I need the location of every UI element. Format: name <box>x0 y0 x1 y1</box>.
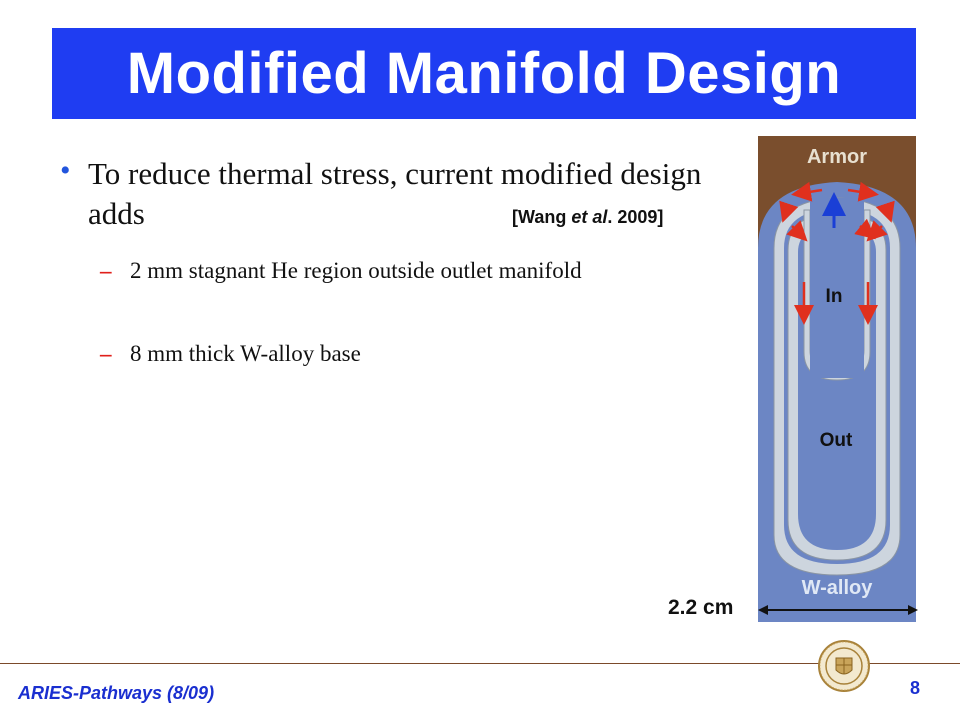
dash-marker: – <box>100 258 112 283</box>
citation-em: et al <box>571 207 608 227</box>
citation-pre: [Wang <box>512 207 572 227</box>
citation <box>512 207 663 228</box>
page-title: Modified Manifold Design <box>126 41 842 106</box>
page-number: 8 <box>910 678 921 698</box>
width-label: 2.2 cm <box>668 596 734 619</box>
armor-label: Armor <box>806 146 868 168</box>
bullet-marker: • <box>60 154 71 187</box>
manifold-diagram <box>752 130 924 630</box>
footer-title: ARIES-Pathways (8/09) <box>18 683 215 703</box>
bullet-text: To reduce thermal stress, current modified design adds <box>88 156 702 231</box>
sub-bullet-text: 8 mm thick W-alloy base <box>130 341 361 366</box>
university-seal-icon <box>816 638 872 694</box>
title-bar <box>52 28 916 119</box>
citation-post: . 2009] <box>607 207 664 227</box>
sub-bullet-text: 2 mm stagnant He region outside outlet manifold <box>130 258 582 283</box>
walloy-label: W-alloy <box>801 577 873 599</box>
out-label: Out <box>819 430 853 451</box>
dash-marker: – <box>100 341 112 366</box>
in-label: In <box>825 286 843 307</box>
